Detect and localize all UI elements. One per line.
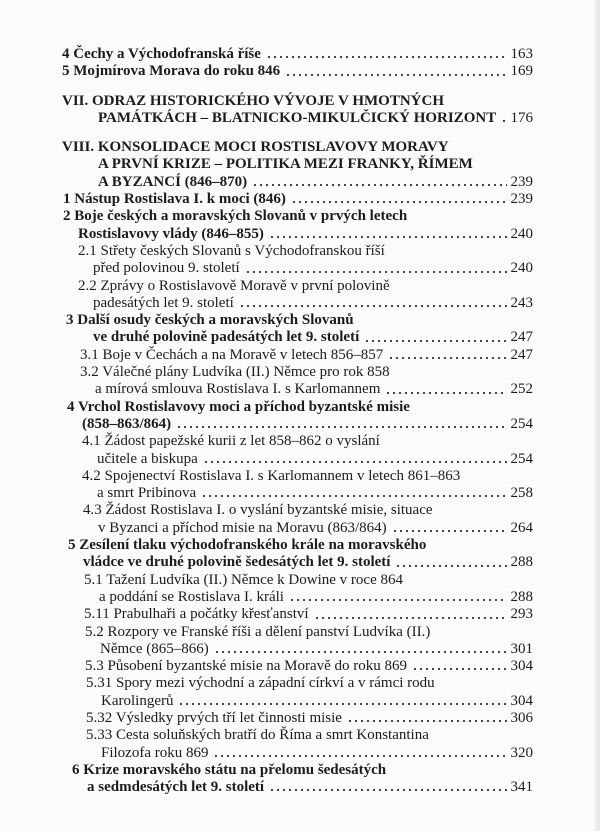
dot-leader — [266, 53, 507, 59]
toc-entry — [0, 710, 533, 727]
table-of-contents — [0, 46, 600, 796]
page-number: 243 — [510, 294, 533, 311]
entry-title: 3.2 Válečné plány Ludvíka (II.) Němce pro rok 858 — [80, 364, 390, 381]
entry-title: PAMÁTKÁCH – BLATNICKO-MIKULČICKÝ HORIZONT — [98, 109, 497, 126]
page-number: 306 — [510, 709, 533, 726]
entry-title: a smrt Pribinova — [97, 485, 197, 502]
entry-title: 2 Boje českých a moravských Slovanů v prvých letech — [63, 208, 408, 225]
entry-title: vládce ve druhé polovině šedesátých let 9. století — [83, 554, 391, 571]
entry-title: 5 Mojmírova Morava do roku 846 — [62, 63, 281, 80]
entry-title: a sedmdesátých let 9. století — [87, 779, 265, 796]
entry-title: VIII. KONSOLIDACE MOCI ROSTISLAVOVY MORAVY — [62, 139, 449, 156]
page-number: 341 — [510, 779, 533, 796]
toc-entry — [0, 693, 533, 710]
toc-entry — [0, 347, 533, 364]
toc-entry — [0, 468, 533, 485]
page-number: 163 — [510, 46, 533, 62]
dot-leader — [385, 389, 506, 395]
entry-title: 5.3 Působení byzantské misie na Moravě do roku 869 — [85, 658, 408, 675]
entry-title: 4.3 Žádost Rostislava I. o vyslání byzantské misie, situace — [83, 502, 433, 519]
entry-title: 4.2 Spojenectví Rostislava I. s Karlomannem v letech 861–863 — [82, 467, 461, 484]
page-number: 301 — [510, 640, 533, 657]
entry-title: Němce (865–866) — [100, 640, 209, 657]
entry-title: v Byzanci a příchod misie na Moravu (863/864) — [98, 519, 387, 536]
toc-entry — [0, 520, 533, 537]
page-number: 288 — [510, 588, 533, 605]
entry-title: Rostislavovy vlády (846–855) — [78, 225, 264, 242]
entry-title: padesátých let 9. století — [93, 294, 234, 311]
entry-title: (858–863/864) — [82, 415, 172, 432]
page-number: 252 — [510, 381, 533, 398]
entry-title: ve druhé polovině padesátých let 9. století — [93, 329, 360, 346]
entry-title: VII. ODRAZ HISTORICKÉHO VÝVOJE V HMOTNÝCH — [62, 92, 444, 109]
page-number: 258 — [510, 485, 533, 502]
dot-leader — [178, 700, 506, 706]
toc-entry — [0, 641, 533, 658]
toc-entry — [0, 364, 533, 381]
dot-leader — [214, 648, 507, 654]
entry-title: 5 Zesílení tlaku východofranského krále na moravského — [68, 537, 427, 554]
entry-title: 3 Další osudy českých a moravských Slovanů — [66, 312, 354, 329]
entry-title: 5.31 Spory mezi východní a západní církví a v rámci rodu — [86, 675, 435, 692]
toc-entry — [0, 658, 533, 675]
entry-title: A PRVNÍ KRIZE – POLITIKA MEZI FRANKY, ŘÍMEM — [98, 156, 473, 173]
dot-leader — [501, 117, 506, 123]
entry-title: 4 Vrchol Rostislavovy moci a příchod byzantské misie — [67, 398, 410, 415]
page-number: 254 — [510, 415, 533, 432]
entry-title: a mírová smlouva Rostislava I. s Karlomannem — [95, 381, 381, 398]
page-number: 304 — [510, 658, 533, 675]
entry-title: 5.11 Prabulhaři a počátky křesťanství — [84, 606, 309, 623]
entry-title: 6 Krize moravského státu na přelomu šedesátých — [72, 761, 387, 778]
toc-entry — [0, 278, 533, 295]
page-edge-shadow — [594, 0, 600, 831]
entry-title: Karolingerů — [101, 692, 174, 709]
dot-leader — [239, 302, 507, 308]
entry-title: 1 Nástup Rostislava I. k moci (846) — [63, 191, 286, 208]
toc-entry — [0, 675, 533, 692]
entry-title: A BYZANCÍ (846–870) — [98, 173, 248, 190]
dot-leader — [289, 596, 507, 602]
toc-entry — [0, 191, 533, 208]
toc-entry — [0, 779, 533, 796]
chapter-heading — [0, 174, 533, 191]
toc-entry — [0, 329, 533, 346]
toc-entry — [0, 745, 533, 762]
entry-title: a poddání se Rostislava I. králi — [99, 588, 284, 605]
dot-leader — [364, 337, 506, 343]
entry-title: 5.33 Cesta soluňských bratří do Říma a smrt Konstantina — [86, 727, 429, 744]
toc-entry — [0, 295, 533, 312]
dot-leader — [245, 268, 507, 274]
toc-entry — [0, 208, 533, 225]
toc-entry — [0, 399, 533, 416]
dot-leader — [392, 527, 507, 533]
toc-entry — [0, 260, 533, 277]
toc-entry — [0, 727, 533, 744]
dot-leader — [213, 752, 506, 758]
dot-leader — [269, 786, 506, 792]
dot-leader — [314, 614, 507, 620]
toc-entry — [0, 502, 533, 519]
entry-title: 2.2 Zprávy o Rostislavově Moravě v první polovině — [78, 277, 390, 294]
chapter-heading — [0, 93, 533, 110]
dot-leader — [412, 665, 506, 671]
page-number: 239 — [510, 173, 533, 190]
toc-entry — [0, 554, 533, 571]
toc-entry — [0, 243, 533, 260]
toc-entry — [0, 46, 533, 63]
page-number: 240 — [510, 260, 533, 277]
toc-entry — [0, 572, 533, 589]
page-number: 247 — [510, 346, 533, 363]
page-number: 264 — [510, 519, 533, 536]
toc-entry — [0, 485, 533, 502]
entry-title: učitele a biskupa — [97, 450, 198, 467]
entry-title: 3.1 Boje v Čechách a na Moravě v letech 856–857 — [80, 346, 384, 363]
toc-entry — [0, 416, 533, 433]
chapter-heading — [0, 110, 533, 127]
dot-leader — [291, 198, 507, 204]
page-number: 320 — [510, 744, 533, 761]
toc-entry — [0, 312, 533, 329]
entry-title: před polovinou 9. století — [93, 260, 240, 277]
dot-leader — [395, 562, 506, 568]
toc-entry — [0, 433, 533, 450]
page-number: 304 — [510, 692, 533, 709]
dot-leader — [252, 181, 506, 187]
entry-title: 5.32 Výsledky prvých tří let činnosti misie — [86, 709, 342, 726]
page-number: 288 — [510, 554, 533, 571]
dot-leader — [203, 458, 507, 464]
toc-entry — [0, 762, 533, 779]
page-number: 247 — [510, 329, 533, 346]
toc-entry — [0, 381, 533, 398]
page-number: 169 — [510, 63, 533, 80]
page-number: 176 — [510, 109, 533, 126]
toc-entry — [0, 63, 533, 80]
toc-entry — [0, 606, 533, 623]
dot-leader — [388, 354, 506, 360]
toc-entry — [0, 589, 533, 606]
dot-leader — [176, 423, 506, 429]
dot-leader — [201, 492, 506, 498]
toc-entry — [0, 537, 533, 554]
toc-entry — [0, 226, 533, 243]
dot-leader — [269, 233, 507, 239]
entry-title: 2.1 Střety českých Slovanů s Východofranskou říší — [78, 242, 385, 259]
entry-title: 4 Čechy a Východofranská říše — [62, 46, 261, 62]
page-number: 240 — [510, 225, 533, 242]
chapter-heading — [0, 139, 533, 156]
toc-entry — [0, 624, 533, 641]
toc-entry — [0, 451, 533, 468]
chapter-heading — [0, 156, 533, 173]
entry-title: 5.2 Rozpory ve Franské říši a dělení panství Ludvíka (II.) — [85, 623, 431, 640]
dot-leader — [285, 71, 506, 77]
entry-title: 4.1 Žádost papežské kurii z let 858–862 o vyslání — [82, 433, 380, 450]
page-number: 254 — [510, 450, 533, 467]
dot-leader — [347, 717, 507, 723]
page-number: 239 — [510, 191, 533, 208]
entry-title: 5.1 Tažení Ludvíka (II.) Němce k Dowine v roce 864 — [84, 571, 403, 588]
entry-title: Filozofa roku 869 — [101, 744, 209, 761]
page-number: 293 — [510, 606, 533, 623]
